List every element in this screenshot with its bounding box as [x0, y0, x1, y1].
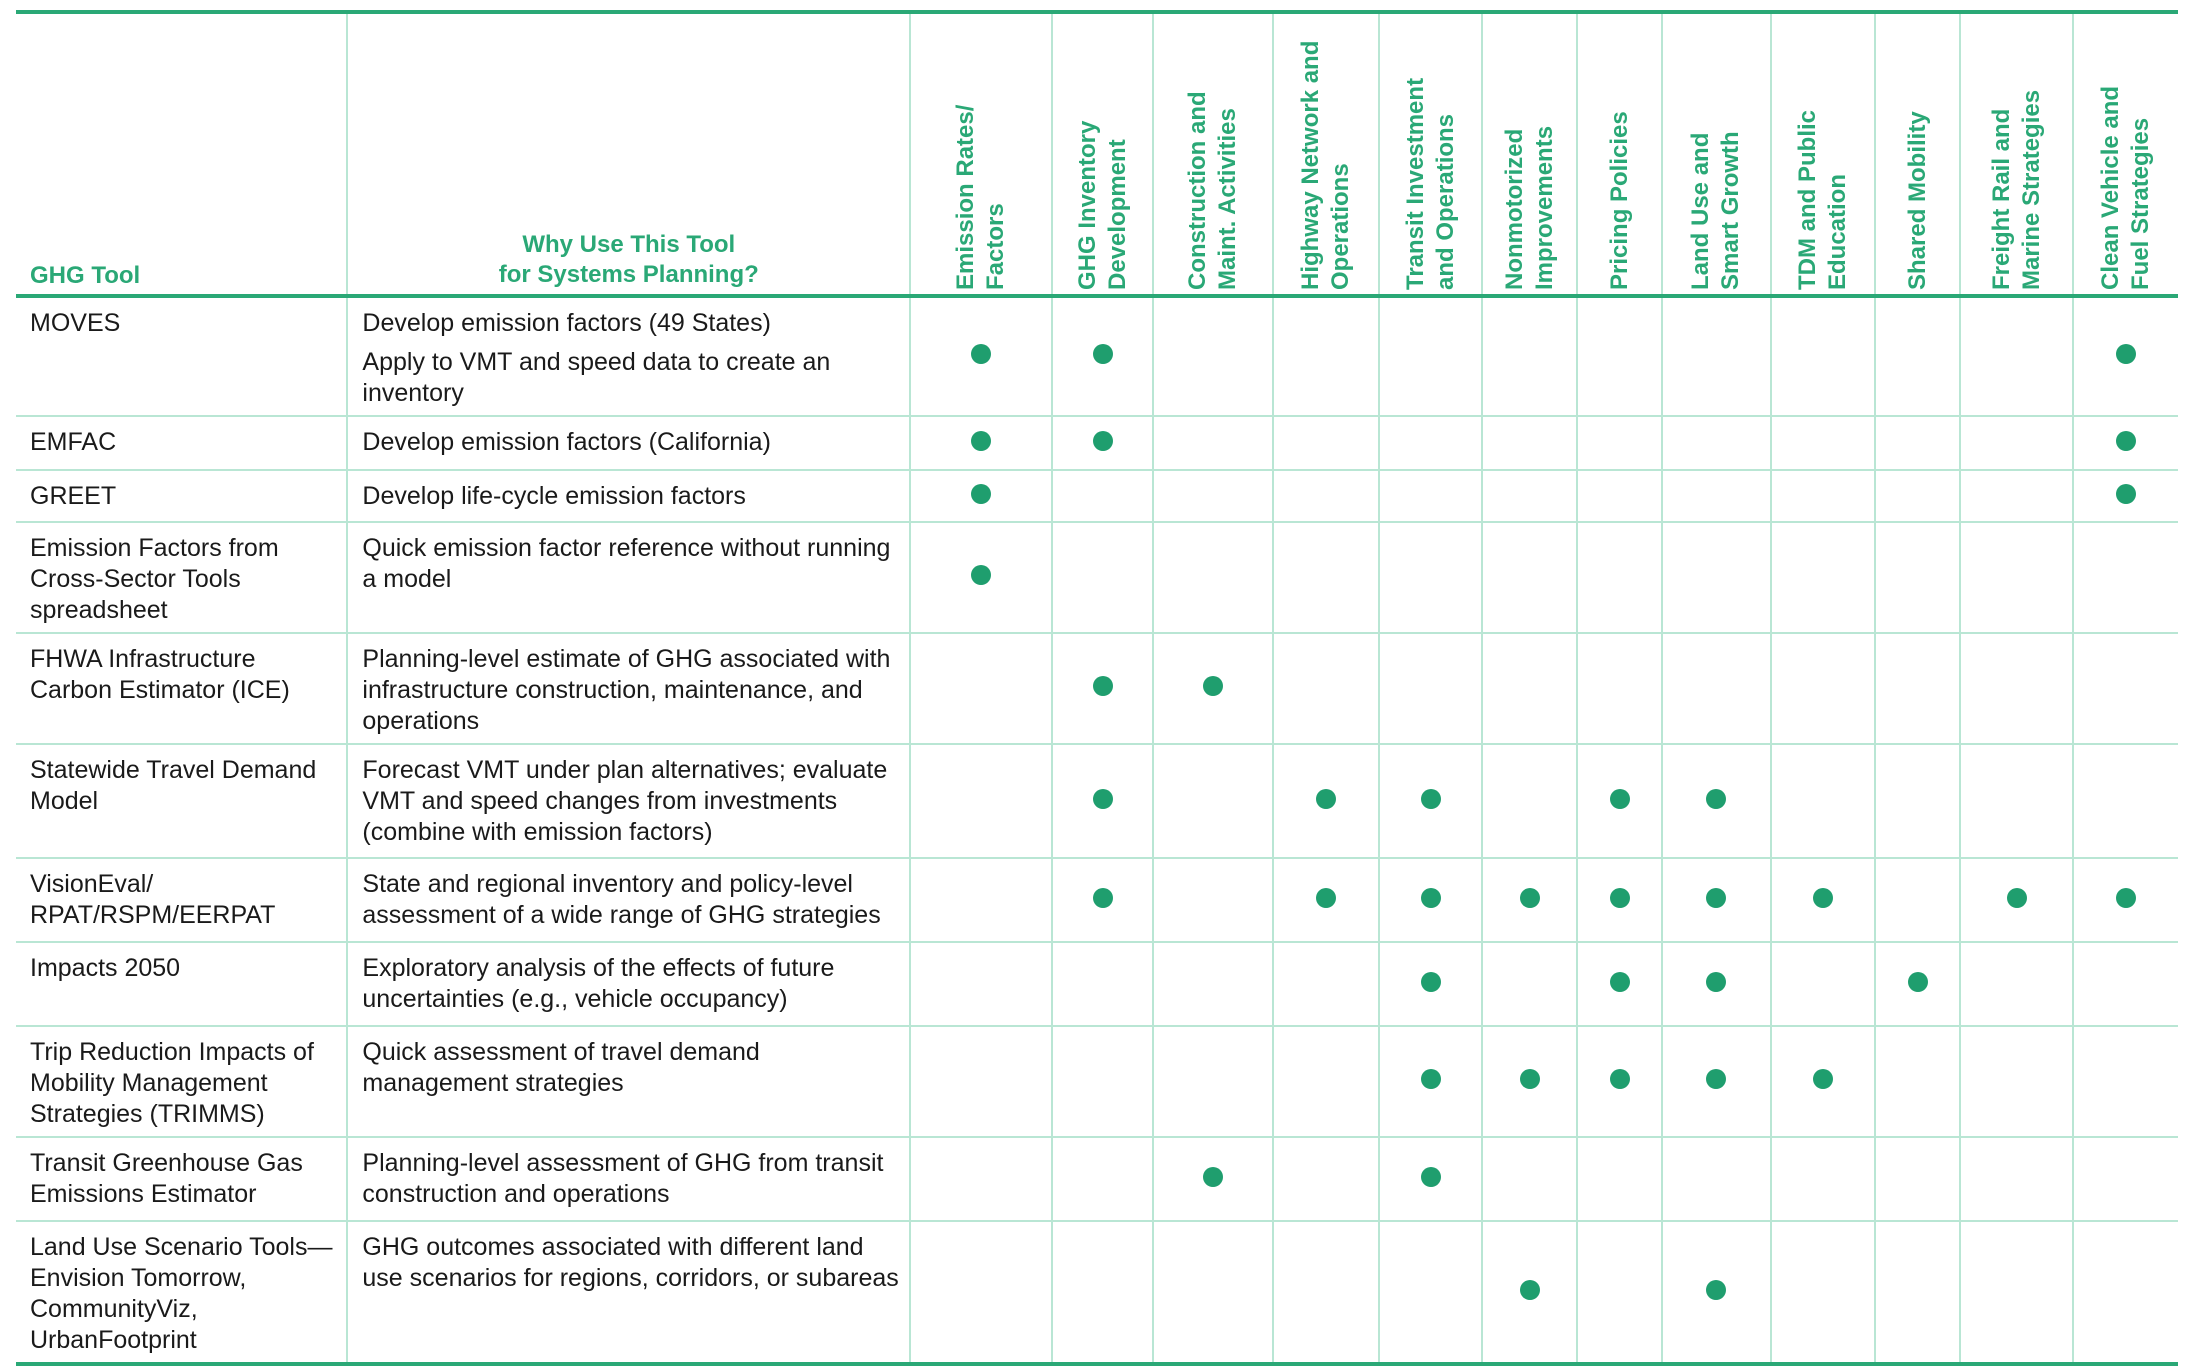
header-category-line: Education: [1824, 173, 1852, 290]
category-cell: [2073, 1221, 2178, 1364]
category-cell: [2073, 416, 2178, 470]
category-cell: [1875, 296, 1960, 416]
category-cell: [1771, 744, 1876, 858]
category-cell: [1960, 1026, 2073, 1137]
category-cell: [910, 1221, 1052, 1364]
category-cell: [1153, 858, 1273, 942]
category-cell: [1577, 1137, 1662, 1221]
tool-name-cell: Emission Factors from Cross-Sector Tools spreadsheet: [16, 522, 347, 633]
category-cell: [1875, 744, 1960, 858]
table-row: [16, 744, 2178, 858]
category-cell: [1379, 296, 1481, 416]
category-cell: [910, 296, 1052, 416]
category-cell: [1052, 633, 1152, 744]
header-category-line: TDM and Public: [1794, 110, 1822, 290]
category-cell: [1052, 416, 1152, 470]
category-cell: [1577, 858, 1662, 942]
category-cell: [2073, 522, 2178, 633]
category-cell: [2073, 1026, 2178, 1137]
header-category-line: Marine Strategies: [2017, 89, 2045, 290]
tool-name-cell: MOVES: [16, 296, 347, 416]
category-cell: [1153, 942, 1273, 1026]
why-use-line: Forecast VMT under plan alternatives; evaluate VMT and speed changes from investments (combine with emission factors): [362, 756, 888, 846]
tool-name-cell: Impacts 2050: [16, 942, 347, 1026]
applicable-dot-icon: [1706, 888, 1726, 908]
category-cell: [1960, 470, 2073, 522]
header-ghg-tool: GHG Tool: [16, 12, 347, 296]
category-cell: [1875, 858, 1960, 942]
why-use-line: Planning-level assessment of GHG from transit construction and operations: [362, 1149, 884, 1208]
applicable-dot-icon: [1813, 1069, 1833, 1089]
category-cell: [1960, 744, 2073, 858]
why-use-line: Quick assessment of travel demand management strategies: [362, 1038, 760, 1097]
header-category-line: Factors: [982, 203, 1010, 290]
category-cell: [1052, 470, 1152, 522]
category-cell: [910, 416, 1052, 470]
category-cell: [1273, 744, 1380, 858]
category-cell: [1273, 1026, 1380, 1137]
category-cell: [1875, 470, 1960, 522]
category-cell: [1153, 296, 1273, 416]
header-category-line: and Operations: [1431, 113, 1459, 290]
category-cell: [1662, 1221, 1771, 1364]
category-cell: [1482, 470, 1578, 522]
tool-name-cell: FHWA Infrastructure Carbon Estimator (ICE): [16, 633, 347, 744]
category-cell: [1771, 1026, 1876, 1137]
table-row: [16, 296, 2178, 416]
tool-name-cell: Trip Reduction Impacts of Mobility Management Strategies (TRIMMS): [16, 1026, 347, 1137]
ghg-tools-table-container: [16, 10, 2178, 1366]
header-category-9: [1875, 12, 1960, 296]
applicable-dot-icon: [1203, 1167, 1223, 1187]
category-cell: [1960, 522, 2073, 633]
header-category-line: Nonmotorized: [1500, 128, 1528, 290]
applicable-dot-icon: [1093, 344, 1113, 364]
table-row: [16, 1137, 2178, 1221]
header-category-6: [1577, 12, 1662, 296]
category-cell: [2073, 744, 2178, 858]
category-cell: [1153, 1137, 1273, 1221]
header-category-line: Freight Rail and: [1987, 108, 2015, 290]
category-cell: [1662, 633, 1771, 744]
applicable-dot-icon: [1421, 1167, 1441, 1187]
category-cell: [1577, 470, 1662, 522]
applicable-dot-icon: [1706, 789, 1726, 809]
category-cell: [1379, 1026, 1481, 1137]
category-cell: [1875, 416, 1960, 470]
category-cell: [1577, 633, 1662, 744]
category-cell: [2073, 858, 2178, 942]
applicable-dot-icon: [1610, 972, 1630, 992]
category-cell: [1960, 296, 2073, 416]
header-category-1: [1052, 12, 1152, 296]
ghg-tools-table: [16, 10, 2178, 1366]
header-category-line: Highway Network and: [1297, 40, 1325, 290]
category-cell: [910, 1026, 1052, 1137]
header-category-line: Transit Investment: [1401, 77, 1429, 290]
category-cell: [1577, 522, 1662, 633]
category-cell: [1482, 744, 1578, 858]
category-cell: [2073, 470, 2178, 522]
category-cell: [1273, 858, 1380, 942]
table-row: [16, 470, 2178, 522]
table-row: [16, 942, 2178, 1026]
table-header-row: [16, 12, 2178, 296]
applicable-dot-icon: [1520, 888, 1540, 908]
category-cell: [1875, 942, 1960, 1026]
applicable-dot-icon: [971, 431, 991, 451]
header-category-4: [1379, 12, 1481, 296]
category-cell: [1577, 942, 1662, 1026]
applicable-dot-icon: [971, 565, 991, 585]
applicable-dot-icon: [1316, 888, 1336, 908]
applicable-dot-icon: [1421, 789, 1441, 809]
category-cell: [910, 744, 1052, 858]
tool-name-cell: EMFAC: [16, 416, 347, 470]
applicable-dot-icon: [1093, 431, 1113, 451]
category-cell: [910, 858, 1052, 942]
category-cell: [1379, 744, 1481, 858]
category-cell: [1662, 858, 1771, 942]
why-use-cell: [347, 1026, 910, 1137]
header-category-11: [2073, 12, 2178, 296]
category-cell: [1662, 522, 1771, 633]
table-row: [16, 416, 2178, 470]
applicable-dot-icon: [2116, 888, 2136, 908]
category-cell: [2073, 1137, 2178, 1221]
applicable-dot-icon: [2116, 344, 2136, 364]
applicable-dot-icon: [971, 484, 991, 504]
applicable-dot-icon: [1316, 789, 1336, 809]
why-use-line: Develop emission factors (California): [362, 428, 771, 456]
header-category-line: Improvements: [1530, 125, 1558, 290]
category-cell: [1153, 416, 1273, 470]
category-cell: [1482, 942, 1578, 1026]
category-cell: [1771, 296, 1876, 416]
category-cell: [2073, 296, 2178, 416]
category-cell: [1662, 942, 1771, 1026]
category-cell: [1379, 522, 1481, 633]
category-cell: [1875, 1137, 1960, 1221]
header-category-5: [1482, 12, 1578, 296]
category-cell: [1379, 942, 1481, 1026]
category-cell: [1771, 522, 1876, 633]
category-cell: [1482, 1137, 1578, 1221]
category-cell: [1052, 1221, 1152, 1364]
applicable-dot-icon: [1908, 972, 1928, 992]
tool-name-cell: GREET: [16, 470, 347, 522]
category-cell: [1662, 1026, 1771, 1137]
applicable-dot-icon: [1421, 1069, 1441, 1089]
category-cell: [1273, 296, 1380, 416]
category-cell: [1960, 416, 2073, 470]
category-cell: [1875, 1026, 1960, 1137]
category-cell: [1379, 1221, 1481, 1364]
applicable-dot-icon: [2116, 431, 2136, 451]
category-cell: [1771, 416, 1876, 470]
header-category-2: [1153, 12, 1273, 296]
category-cell: [1771, 470, 1876, 522]
category-cell: [1273, 416, 1380, 470]
applicable-dot-icon: [1093, 789, 1113, 809]
header-category-line: Fuel Strategies: [2127, 117, 2155, 290]
header-category-8: [1771, 12, 1876, 296]
category-cell: [1771, 633, 1876, 744]
category-cell: [1273, 522, 1380, 633]
applicable-dot-icon: [1520, 1069, 1540, 1089]
category-cell: [1771, 942, 1876, 1026]
why-use-cell: [347, 858, 910, 942]
category-cell: [1379, 633, 1481, 744]
applicable-dot-icon: [1093, 676, 1113, 696]
tool-name-cell: VisionEval/ RPAT/RSPM/EERPAT: [16, 858, 347, 942]
header-why-use: [347, 12, 910, 296]
applicable-dot-icon: [1610, 789, 1630, 809]
category-cell: [1482, 633, 1578, 744]
category-cell: [1379, 470, 1481, 522]
table-row: [16, 858, 2178, 942]
header-category-line: Land Use and: [1687, 132, 1715, 290]
applicable-dot-icon: [1093, 888, 1113, 908]
table-body: [16, 296, 2178, 1364]
category-cell: [1662, 416, 1771, 470]
header-category-line: Pricing Policies: [1605, 111, 1633, 290]
category-cell: [910, 942, 1052, 1026]
category-cell: [1960, 858, 2073, 942]
table-row: [16, 522, 2178, 633]
category-cell: [1379, 1137, 1481, 1221]
category-cell: [910, 522, 1052, 633]
category-cell: [1482, 1026, 1578, 1137]
why-use-line: Quick emission factor reference without running a model: [362, 534, 891, 593]
applicable-dot-icon: [2007, 888, 2027, 908]
category-cell: [1482, 1221, 1578, 1364]
category-cell: [1875, 522, 1960, 633]
category-cell: [1052, 858, 1152, 942]
why-use-cell: [347, 1221, 910, 1364]
why-use-line: Apply to VMT and speed data to create an inventory: [362, 348, 831, 407]
category-cell: [1960, 1137, 2073, 1221]
table-row: [16, 633, 2178, 744]
category-cell: [1577, 416, 1662, 470]
category-cell: [1771, 1137, 1876, 1221]
header-category-line: Operations: [1327, 163, 1355, 290]
category-cell: [1771, 858, 1876, 942]
applicable-dot-icon: [1706, 1280, 1726, 1300]
why-use-cell: [347, 1137, 910, 1221]
category-cell: [1153, 470, 1273, 522]
why-use-cell: [347, 522, 910, 633]
category-cell: [1482, 296, 1578, 416]
why-use-cell: [347, 633, 910, 744]
header-category-10: [1960, 12, 2073, 296]
header-category-line: Shared Mobility: [1903, 111, 1931, 290]
table-row: [16, 1221, 2178, 1364]
why-use-cell: [347, 296, 910, 416]
category-cell: [1875, 633, 1960, 744]
category-cell: [1960, 633, 2073, 744]
category-cell: [1153, 1026, 1273, 1137]
category-cell: [1273, 470, 1380, 522]
header-category-7: [1662, 12, 1771, 296]
category-cell: [910, 633, 1052, 744]
category-cell: [1052, 744, 1152, 858]
applicable-dot-icon: [1520, 1280, 1540, 1300]
category-cell: [2073, 633, 2178, 744]
category-cell: [1153, 1221, 1273, 1364]
applicable-dot-icon: [971, 344, 991, 364]
category-cell: [1662, 1137, 1771, 1221]
applicable-dot-icon: [1706, 1069, 1726, 1089]
category-cell: [1153, 744, 1273, 858]
header-category-3: [1273, 12, 1380, 296]
category-cell: [1273, 633, 1380, 744]
header-category-line: Development: [1103, 139, 1131, 290]
category-cell: [1379, 416, 1481, 470]
category-cell: [1273, 942, 1380, 1026]
category-cell: [910, 1137, 1052, 1221]
category-cell: [1960, 1221, 2073, 1364]
why-use-cell: [347, 744, 910, 858]
header-category-line: GHG Inventory: [1073, 120, 1101, 290]
category-cell: [1273, 1221, 1380, 1364]
applicable-dot-icon: [1706, 972, 1726, 992]
why-use-cell: [347, 416, 910, 470]
category-cell: [1052, 1026, 1152, 1137]
header-category-line: Smart Growth: [1717, 131, 1745, 290]
category-cell: [2073, 942, 2178, 1026]
why-use-line: Develop life-cycle emission factors: [362, 482, 746, 510]
category-cell: [1662, 744, 1771, 858]
category-cell: [1771, 1221, 1876, 1364]
category-cell: [1577, 296, 1662, 416]
header-category-line: Maint. Activities: [1213, 108, 1241, 290]
category-cell: [1875, 1221, 1960, 1364]
header-category-line: Clean Vehicle and: [2097, 85, 2125, 290]
tool-name-cell: Statewide Travel Demand Model: [16, 744, 347, 858]
category-cell: [1577, 1026, 1662, 1137]
table-row: [16, 1026, 2178, 1137]
why-use-line: Planning-level estimate of GHG associated with infrastructure construction, maintenance, and operations: [362, 645, 891, 735]
why-use-cell: [347, 470, 910, 522]
category-cell: [1482, 522, 1578, 633]
category-cell: [1052, 296, 1152, 416]
category-cell: [910, 470, 1052, 522]
category-cell: [1273, 1137, 1380, 1221]
applicable-dot-icon: [1203, 676, 1223, 696]
header-category-line: Construction and: [1183, 91, 1211, 290]
applicable-dot-icon: [1813, 888, 1833, 908]
category-cell: [1153, 633, 1273, 744]
header-why-line1: Why Use This Tool: [522, 231, 736, 258]
tool-name-cell: Land Use Scenario Tools—Envision Tomorrow, CommunityViz, UrbanFootprint: [16, 1221, 347, 1364]
category-cell: [1482, 858, 1578, 942]
applicable-dot-icon: [1421, 972, 1441, 992]
header-why-line2: for Systems Planning?: [498, 261, 759, 288]
category-cell: [1577, 1221, 1662, 1364]
why-use-line: GHG outcomes associated with different land use scenarios for regions, corridors, or subareas: [362, 1233, 899, 1292]
category-cell: [1577, 744, 1662, 858]
category-cell: [1662, 470, 1771, 522]
category-cell: [1482, 416, 1578, 470]
header-category-line: Emission Rates/: [952, 104, 980, 290]
tool-name-cell: Transit Greenhouse Gas Emissions Estimator: [16, 1137, 347, 1221]
category-cell: [1153, 522, 1273, 633]
why-use-line: Exploratory analysis of the effects of future uncertainties (e.g., vehicle occupancy): [362, 954, 835, 1013]
applicable-dot-icon: [1610, 888, 1630, 908]
header-category-0: [910, 12, 1052, 296]
applicable-dot-icon: [1610, 1069, 1630, 1089]
why-use-line: State and regional inventory and policy-level assessment of a wide range of GHG strategies: [362, 870, 881, 929]
why-use-line: Develop emission factors (49 States): [362, 309, 771, 337]
applicable-dot-icon: [2116, 484, 2136, 504]
category-cell: [1052, 942, 1152, 1026]
category-cell: [1052, 1137, 1152, 1221]
category-cell: [1379, 858, 1481, 942]
category-cell: [1960, 942, 2073, 1026]
applicable-dot-icon: [1421, 888, 1441, 908]
category-cell: [1662, 296, 1771, 416]
why-use-cell: [347, 942, 910, 1026]
category-cell: [1052, 522, 1152, 633]
